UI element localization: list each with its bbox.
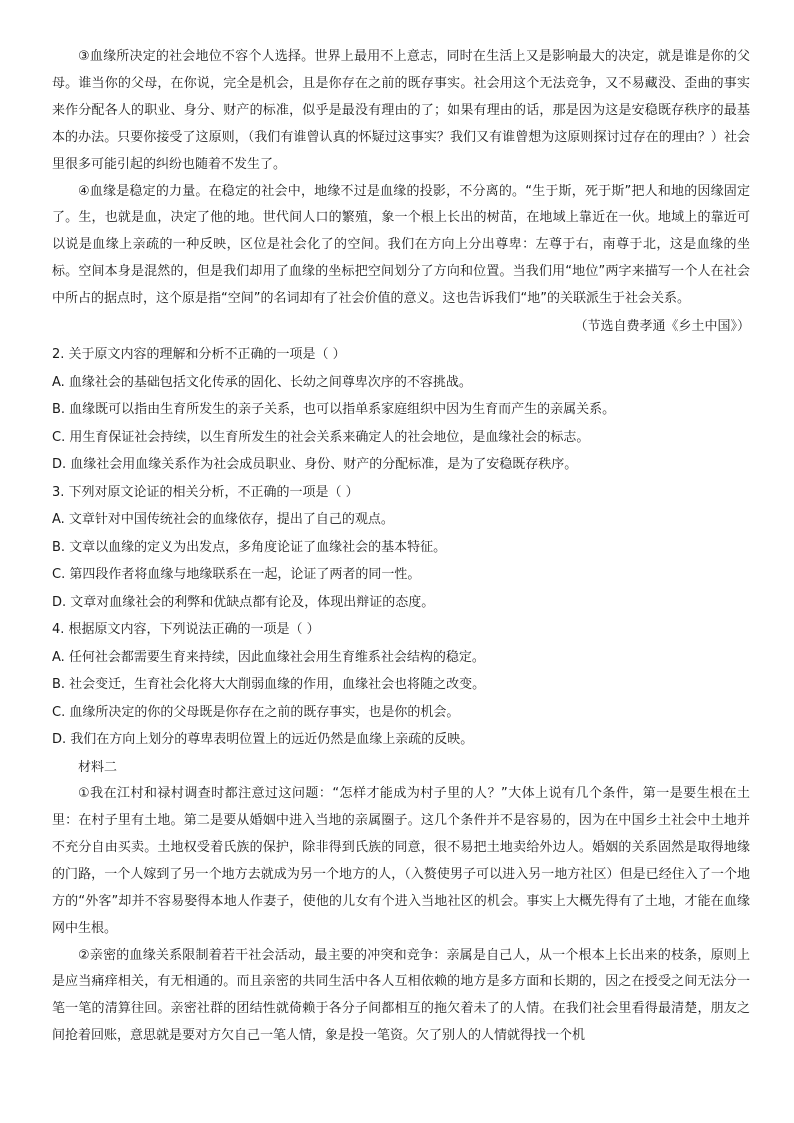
material-2-heading: 材料二 — [78, 759, 118, 775]
material-2-paragraph-1: ①我在江村和禄村调查时都注意过这问题：“怎样才能成为村子里的人？”大体上说有几个条件，第一是要生根在土里：在村子里有土地。第二是要从婚姻中进入当地的亲属圈子。这几个条件并不是容易的，因为在中国乡土社会中土地并不充分自由买卖。土地权受着氏族的保护，除非得到氏族的同意，很不易把土地卖给外边人。婚姻的关系固然是取得地缘的门路，一个人嫁到了另一个地方去就成为另一个地方的人，（入赘使男子可以进入另一地方社区）但是已经住入了一个地方的“外客”却并不容易娶得本地人作妻子，使他的儿女有个进入当地社区的机会。事实上大概先得有了土地，才能在血缘网中生根。 — [52, 786, 750, 936]
passage-paragraph-3: ③血缘所决定的社会地位不容个人选择。世界上最用不上意志，同时在生活上又是影响最大的决定，就是谁是你的父母。谁当你的父母，在你说，完全是机会，且是你存在之前的既存事实。社会用这个无法竞争，又不易藏没、歪曲的事实来作分配各人的职业、身分、财产的标准，似乎是最没有理由的了；如果有理由的话，那是因为这是安稳既存秩序的最基本的办法。只要你接受了这原则，（我们有谁曾认真的怀疑过这事实？我们又有谁曾想为这原则探讨过存在的理由？）社会里很多可能引起的纠纷也随着不发生了。 — [52, 49, 750, 172]
question-3 — [52, 479, 750, 617]
question-stem: 3. 下列对原文论证的相关分析，不正确的一项是（ ） — [52, 484, 359, 500]
question-4 — [52, 616, 750, 754]
passage-paragraph-4: ④血缘是稳定的力量。在稳定的社会中，地缘不过是血缘的投影，不分离的。“生于斯，死于斯”把人和地的因缘固定了。生，也就是血，决定了他的地。世代间人口的繁殖，象一个根上长出的树苗，在地域上靠近在一伙。地域上的靠近可以说是血缘上亲疏的一种反映，区位是社会化了的空间。我们在方向上分出尊卑：左尊于右，南尊于北，这是血缘的坐标。空间本身是混然的，但是我们却用了血缘的坐标把空间划分了方向和位置。当我们用“地位”两字来描写一个人在社会中所占的据点时，这个原是指“空间”的名词却有了社会价值的意义。这也告诉我们“地”的关联派生于社会关系。 — [52, 183, 750, 307]
option-d: D. 文章对血缘社会的利弊和优缺点都有论及，体现出辩证的态度。 — [52, 594, 435, 610]
option-c: C. 血缘所决定的你的父母既是你存在之前的既存事实，也是你的机会。 — [52, 704, 460, 720]
option-c: C. 用生育保证社会持续，以生育所发生的社会关系来确定人的社会地位，是血缘社会的标志。 — [52, 429, 590, 445]
passage-source: （节选自费孝通《乡土中国》） — [574, 319, 750, 335]
option-b: B. 社会变迁，生育社会化将大大削弱血缘的作用，血缘社会也将随之改变。 — [52, 677, 486, 693]
question-2 — [52, 341, 750, 479]
option-d: D. 我们在方向上划分的尊卑表明位置上的远近仍然是血缘上亲疏的反映。 — [52, 732, 474, 748]
question-stem: 2. 关于原文内容的理解和分析不正确的一项是（ ） — [52, 347, 346, 363]
option-b: B. 血缘既可以指由生育所发生的亲子关系，也可以指单系家庭组织中因为生育而产生的亲属关系。 — [52, 402, 616, 418]
option-a: A. 任何社会都需要生育来持续，因此血缘社会用生育维系社会结构的稳定。 — [52, 649, 485, 665]
option-d: D. 血缘社会用血缘关系作为社会成员职业、身份、财产的分配标准，是为了安稳既存秩序。 — [52, 457, 578, 473]
option-a: A. 血缘社会的基础包括文化传承的固化、长幼之间尊卑次序的不容挑战。 — [52, 374, 472, 390]
document-page — [52, 44, 750, 1050]
option-c: C. 第四段作者将血缘与地缘联系在一起，论证了两者的同一性。 — [52, 567, 421, 583]
option-a: A. 文章针对中国传统社会的血缘依存，提出了自己的观点。 — [52, 512, 394, 528]
question-stem: 4. 根据原文内容，下列说法正确的一项是（ ） — [52, 622, 320, 638]
option-b: B. 文章以血缘的定义为出发点，多角度论证了血缘社会的基本特征。 — [52, 539, 447, 555]
material-2-paragraph-2: ②亲密的血缘关系限制着若干社会活动，最主要的冲突和竞争：亲属是自己人，从一个根本上长出来的枝条，原则上是应当痛痒相关，有无相通的。而且亲密的共同生活中各人互相依赖的地方是多方面和长期的，因之在授受之间无法分一笔一笔的清算往回。亲密社群的团结性就倚赖于各分子间都相互的拖欠着未了的人情。在我们社会里看得最清楚，朋友之间抢着回账，意思就是要对方欠自己一笔人情，象是投一笔资。欠了别人的人情就得找一个机 — [52, 947, 750, 1044]
